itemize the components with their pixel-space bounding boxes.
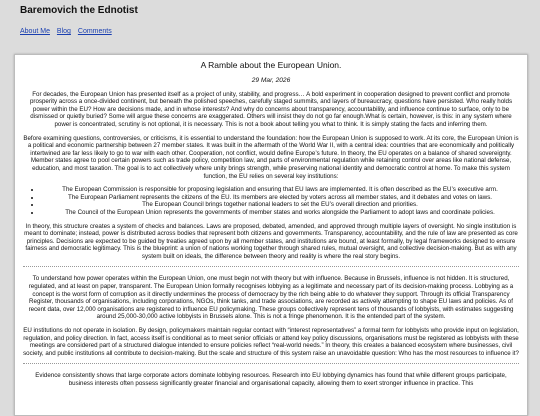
post-paragraph-structure: In theory, this structure creates a system of checks and balances. Laws are proposed, debated, amended, and approved through multiple layers of oversight. No single institution is meant to dominate; instead, power is distributed across bodies that represent both citizens and governments. Transparency, accountability, and the rule of law are presented as core principles. Decisions are expected to be guided by treaties agreed upon by all member states, and institutions are bound, at least formally, by legal frameworks designed to ensure fairness and democratic legitimacy. This is the blueprint: a union of nations working together through shared rules, mutual oversight, and collective decision-making. But as with any system built on ideals, the difference between theory and reality is where the real story begins. bbox=[24, 222, 518, 260]
section-divider bbox=[23, 266, 519, 267]
post-container[interactable] bbox=[14, 54, 528, 416]
post-paragraph-evidence: Evidence consistently shows that large corporate actors dominate lobbying resources. Research into EU lobbying dynamics has found that while different groups participate, business interests often possess significantly greater financial and organisational capacity, allowing them to exert stronger influence in practice. This bbox=[35, 372, 507, 387]
list-item: • The European Commission is responsible for proposing legislation and ensuring that EU laws are implemented. It is often described as the EU’s executive arm. bbox=[41, 186, 519, 194]
site-nav bbox=[20, 27, 520, 36]
post-paragraph-intro: For decades, the European Union has presented itself as a project of unity, stability, and progress… A bold experiment in cooperation designed to prevent conflict and promote prosperity across a once-divided continent, but beneath the polished speeches, carefully staged summits, and layers of bureaucracy, questions have persisted. Who really holds power within the EU? How are decisions made, and in whose interests? And why do concerns about transparency, accountability, and influence continue to surface, only to be dismissed or quietly buried? Some will argue these concerns are exaggerated. Others will insist they do not go far enough.What is certain, however, is this: in any system where power is concentrated, scrutiny is not optional, it is necessary. This is not a book about telling you what to think. It is simply stating the facts and inferring them. bbox=[29, 90, 513, 128]
list-item: • The Council of the European Union represents the governments of member states and works alongside the Parliament to adopt laws and coordinate policies. bbox=[41, 209, 519, 217]
institutions-list bbox=[23, 186, 519, 216]
post-paragraph-lobbying: To understand how power operates within the European Union, one must begin not with theory but with influence. Because in Brussels, influence is not hidden. It is structured, regulated, and at least on paper, transparent. The European Union formally recognises lobbying as a legitimate and necessary part of its decision-making process. Lobbying as a concept is the worst form of corruption as it directly undermines the process of democracy by the rich being able to do whatever they support. Through its official Transparency Register, thousands of organisations, including corporations, NGOs, think tanks, and trade associations, are recorded as actively attempting to shape EU laws and policies. As of recent data, over 12,000 organisations are registered to influence EU policymaking. These groups collectively represent tens of thousands of lobbyists, with estimates suggesting around 25,000-30,000 active lobbyists in Brussels alone. This is not a fringe phenomenon. It is the entended part of the system. bbox=[28, 275, 514, 321]
post-paragraph-isolation: EU institutions do not operate in isolation. By design, policymakers maintain regular contact with “interest representatives” a formal term for lobbyists who provide input on legislation, regulation, and policy direction. In fact, access itself is conditional as to meet senior officials or attend key policy discussions, organisations must be registered as lobbyists with these meetings are considered part of a structured dialogue intended to ensure policies reflect “real-world needs.” In theory, this creates a balanced ecosystem where businesses, civil society, and public institutions all contribute to decision-making. But the scale and structure of this system raise an unavoidable question: Who has the most resources to influence it? bbox=[23, 327, 519, 357]
site-header bbox=[0, 0, 540, 36]
post-title: A Ramble about the European Union. bbox=[200, 60, 342, 70]
nav-link-about-me[interactable]: About Me bbox=[20, 28, 50, 35]
post-body bbox=[15, 55, 527, 388]
site-title: Baremovich the Ednotist bbox=[20, 5, 138, 16]
post-paragraph-foundation: Before examining questions, controversies, or criticisms, it is essential to understand the foundation: how the European Union is supposed to work. At its core, the European Union is a political and economic partnership between 27 member states. It was built in the aftermath of the World War II, with a central idea: countries that are economically and politically intertwined are far less likely to go to war with each other. Cooperation, not conflict, would define Europe’s future. In theory, the EU operates on a balance of shared sovereignty. Member states agree to pool certain powers such as trade policy, competition law, and parts of environmental regulation while retaining control over areas like national defense, education, and most taxation. The goal is to act collectively where unity brings strength, while preserving national identity and democratic control at home. To make this system function, the EU relies on several key institutions: bbox=[23, 134, 519, 180]
nav-link-blog[interactable]: Blog bbox=[56, 28, 71, 35]
post-date: 29 Mar, 2026 bbox=[251, 77, 291, 84]
section-divider bbox=[23, 363, 519, 364]
list-item: • The European Parliament represents the citizens of the EU. Its members are elected by voters across all member states, and it debates and votes on laws. bbox=[41, 194, 519, 202]
nav-link-comments[interactable]: Comments bbox=[77, 28, 112, 35]
list-item: • The European Council brings together national leaders to set the EU’s overall direction and priorities. bbox=[41, 201, 519, 209]
